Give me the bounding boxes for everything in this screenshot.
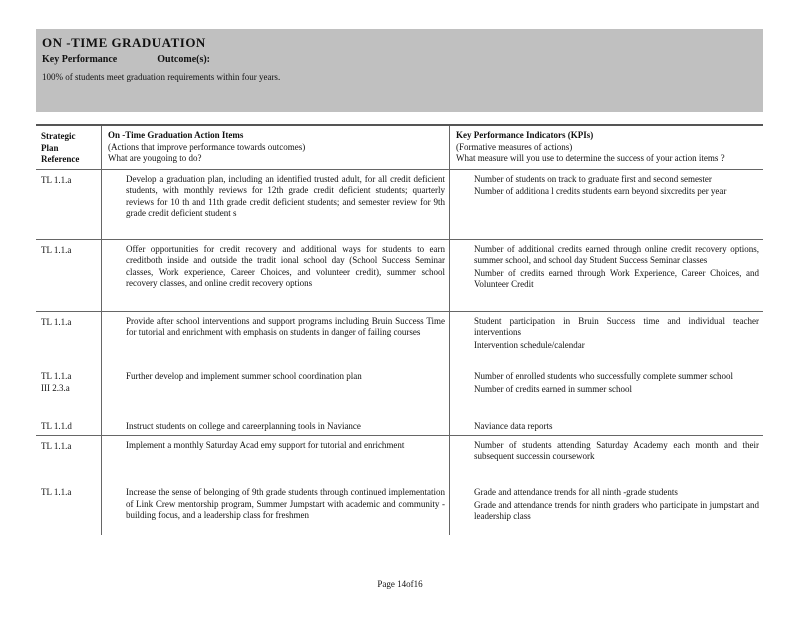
action-item-text: Instruct students on college and careerplanning tools in Naviance: [126, 421, 361, 431]
kpi-item: [456, 500, 759, 523]
plan-reference: TL 1.1.a: [36, 311, 102, 363]
action-item: [108, 440, 445, 452]
kpi-item-text: Grade and attendance trends for all ninth -grade students: [474, 487, 678, 497]
action-item: [108, 371, 445, 383]
outcome-label: Outcome(s):: [157, 54, 211, 65]
actions-cell: [102, 169, 450, 239]
col3-sub1: (Formative measures of actions): [456, 141, 573, 152]
table-row: [36, 363, 763, 413]
kpi-item: [456, 384, 759, 396]
plan-reference: TL 1.1.d: [41, 421, 72, 431]
action-item-text: Further develop and implement summer school coordination plan: [126, 371, 362, 381]
actions-cell: [102, 311, 450, 363]
col2-sub2: What are yougoing to do?: [108, 153, 202, 163]
bullet-icon: [456, 384, 474, 396]
plan-reference: TL 1.1.a: [36, 169, 102, 239]
actions-cell: [102, 363, 450, 413]
plan-reference: TL 1.1.a III 2.3.a: [41, 371, 72, 393]
action-item: [108, 421, 445, 433]
actions-cell: [102, 479, 450, 535]
bullet-icon: [456, 174, 474, 186]
kpis-cell: [450, 363, 764, 413]
kpis-cell: [450, 413, 764, 435]
col-header-ref: Strategic Plan Reference: [36, 126, 102, 169]
bullet-icon: [108, 244, 126, 290]
table-row: [36, 311, 763, 363]
table-row: [36, 479, 763, 535]
kpi-item: [456, 487, 759, 499]
kpo-line: [42, 54, 757, 65]
col-header-kpis: [450, 126, 764, 169]
kpis-cell: [450, 169, 764, 239]
plan-reference: TL 1.1.a: [41, 487, 72, 497]
kpis-cell: [450, 479, 764, 535]
kpis-cell: [450, 239, 764, 311]
action-item-text: Develop a graduation plan, including an identified trusted adult, for all credit deficient students, with monthly reviews for 12th grade credit deficient students; quarterly reviews for 10 th and 11th grade credit deficient students; and semester review for 9th grade credit deficient student s: [126, 173, 445, 218]
header-box: [36, 29, 763, 112]
table-body: [36, 169, 763, 535]
col2-title: On -Time Graduation Action Items: [108, 130, 244, 140]
table-header-row: [36, 126, 763, 169]
kpi-item-text: Number of enrolled students who successfully complete summer school: [474, 371, 733, 381]
col3-title: Key Performance Indicators (KPIs): [456, 130, 594, 140]
table-row: [36, 435, 763, 479]
bullet-icon: [108, 316, 126, 339]
kpi-item-text: Student participation in Bruin Success time and individual teacher interventions: [474, 315, 759, 337]
actions-cell: [102, 435, 450, 479]
bullet-icon: [108, 371, 126, 383]
bullet-icon: [456, 340, 474, 352]
kpi-item-text: Naviance data reports: [474, 421, 553, 431]
actions-cell: [102, 413, 450, 435]
plan-reference: TL 1.1.a: [36, 435, 102, 479]
bullet-icon: [456, 487, 474, 499]
kpis-cell: [450, 435, 764, 479]
bullet-icon: [456, 500, 474, 523]
bullet-icon: [108, 174, 126, 220]
action-item-text: Offer opportunities for credit recovery and additional ways for students to earn creditboth inside and outside the tradit ional school day (School Success Seminar classes, Work experience, Career Choices, and volunteer credit), summer school recovery classes, and online credit recovery options: [126, 243, 445, 288]
action-item-text: Increase the sense of belonging of 9th grade students through continued implementation of Link Crew mentorship program, Summer Jumpstart with academic and community -building focus, and a leadership class for freshmen: [126, 487, 445, 520]
kpo-label: Key Performance: [42, 54, 118, 65]
table-row: [36, 169, 763, 239]
kpi-item-text: Number of credits earned in summer school: [474, 383, 632, 394]
kpi-item: [456, 340, 759, 352]
bullet-icon: [456, 440, 474, 463]
bullet-icon: [456, 421, 474, 433]
bullet-icon: [456, 371, 474, 383]
kpi-item-text: Intervention schedule/calendar: [474, 339, 585, 350]
kpi-item-text: Grade and attendance trends for ninth graders who participate in jumpstart and leadership class: [474, 499, 759, 521]
kpi-item: [456, 316, 759, 339]
action-item: [108, 174, 445, 220]
col3-sub2: What measure will you use to determine the success of your action items ?: [456, 153, 725, 163]
action-item-text: Provide after school interventions and support programs including Bruin Success Time for tutorial and enrichment with emphasis on students in danger of failing courses: [126, 315, 445, 337]
outcome-text: 100% of students meet graduation requirements within four years.: [42, 72, 281, 82]
action-item-text: Implement a monthly Saturday Acad emy support for tutorial and enrichment: [126, 439, 405, 450]
kpi-item-text: Number of students attending Saturday Academy each month and their subsequent successin coursework: [474, 439, 759, 461]
kpi-item: [456, 371, 759, 383]
kpi-item: [456, 421, 759, 433]
col-header-actions: [102, 126, 450, 169]
kpi-item-text: Number of students on track to graduate first and second semester: [474, 173, 712, 184]
kpi-item: [456, 244, 759, 267]
bullet-icon: [456, 268, 474, 291]
table-row: [36, 413, 763, 435]
action-plan-table: [36, 126, 763, 535]
kpi-item: [456, 440, 759, 463]
kpi-item-text: Number of additiona l credits students earn beyond sixcredits per year: [474, 186, 727, 196]
bullet-icon: [108, 440, 126, 452]
kpis-cell: [450, 311, 764, 363]
kpi-item: [456, 174, 759, 186]
action-item: [108, 244, 445, 290]
bullet-icon: [108, 487, 126, 522]
bullet-icon: [456, 186, 474, 198]
actions-cell: [102, 239, 450, 311]
kpi-item-text: Number of credits earned through Work Experience, Career Choices, and Volunteer Credit: [474, 267, 759, 289]
plan-reference: TL 1.1.a: [36, 239, 102, 311]
col2-sub1: (Actions that improve performance towards outcomes): [108, 141, 306, 152]
kpi-item-text: Number of additional credits earned through online credit recovery options, summer school, and school day Student Success Seminar classes: [474, 243, 759, 265]
action-item: [108, 487, 445, 522]
bullet-icon: [456, 316, 474, 339]
action-item: [108, 316, 445, 339]
table-row: [36, 239, 763, 311]
kpi-item: [456, 186, 759, 198]
kpi-item: [456, 268, 759, 291]
section-title: ON -TIME GRADUATION: [42, 35, 206, 50]
bullet-icon: [108, 421, 126, 433]
page-number: Page 14of16: [377, 579, 423, 589]
bullet-icon: [456, 244, 474, 267]
